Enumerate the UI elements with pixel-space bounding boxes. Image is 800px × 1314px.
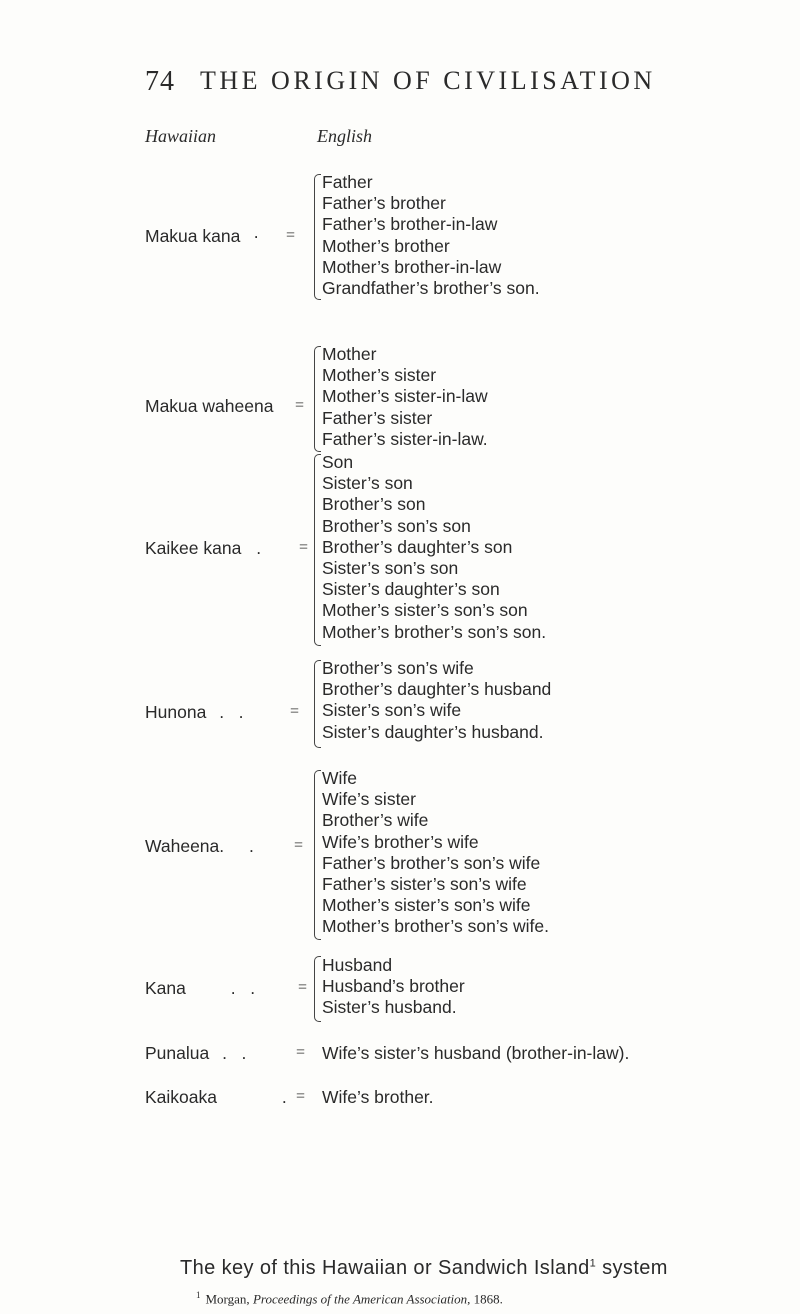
meaning: Mother	[322, 344, 377, 364]
footnote-title: Proceedings of the American Association	[252, 1291, 468, 1307]
hawaiian-term: Punalua	[145, 1043, 210, 1063]
closing-text-end: system	[596, 1257, 668, 1279]
leader-dots: ·	[253, 226, 260, 246]
hawaiian-term: Makua kana	[145, 226, 241, 246]
equals-sign: =	[296, 1044, 306, 1061]
english-meanings	[322, 955, 465, 1019]
column-heading-hawaiian: Hawaiian	[145, 126, 217, 146]
hawaiian-term: Waheena.	[145, 836, 225, 856]
leader-dots: . .	[230, 978, 256, 998]
hawaiian-term: Kana	[145, 978, 186, 998]
meaning: Brother’s wife	[322, 810, 429, 831]
meaning: Brother’s daughter’s husband	[322, 679, 552, 700]
meaning: Sister’s husband.	[322, 997, 457, 1018]
meaning: Mother’s sister	[322, 365, 437, 386]
meaning: Sister’s daughter’s husband.	[322, 721, 544, 742]
meaning: Wife	[322, 768, 357, 788]
meaning: Father’s sister’s son’s wife	[322, 874, 527, 895]
meaning: Wife’s brother.	[322, 1087, 434, 1107]
meaning: Brother’s son’s wife	[322, 658, 474, 678]
meaning: Father’s brother’s son’s wife	[322, 852, 541, 873]
leader-dots: .	[249, 836, 254, 856]
equals-sign: =	[299, 539, 309, 556]
leader-dots: .	[256, 538, 262, 558]
brace	[314, 660, 321, 748]
hawaiian-term: Makua waheena	[145, 396, 274, 416]
meaning: Mother’s brother	[322, 235, 450, 256]
meaning: Mother’s brother’s son’s son.	[322, 621, 547, 642]
equals-sign: =	[296, 1088, 306, 1105]
meaning: Father’s brother	[322, 193, 446, 214]
leader-dots: .	[281, 1087, 287, 1107]
hawaiian-term: Hunona	[145, 702, 207, 722]
hawaiian-term: Kaikee kana	[145, 538, 242, 558]
brace	[314, 454, 321, 646]
brace	[314, 174, 321, 300]
column-heading-english: English	[317, 126, 373, 146]
meaning: Mother’s sister’s son’s son	[322, 600, 528, 621]
meaning: Wife’s sister	[322, 789, 416, 810]
meaning: Son	[322, 452, 354, 472]
meaning: Wife’s brother’s wife	[322, 831, 479, 852]
footnote-mark: 1	[196, 1290, 201, 1300]
english-meanings	[322, 452, 546, 643]
meaning: Mother’s brother’s son’s wife.	[322, 916, 549, 937]
meaning: Sister’s son	[322, 473, 413, 494]
meaning: Brother’s son	[322, 494, 426, 515]
equals-sign: =	[290, 703, 300, 720]
meaning: Father’s brother-in-law	[322, 214, 498, 235]
closing-line	[180, 1257, 668, 1280]
equals-sign: =	[286, 227, 296, 244]
meaning: Sister’s son’s son	[322, 558, 459, 579]
running-title: THE ORIGIN OF CIVILISATION	[200, 66, 656, 95]
meaning: Husband’s brother	[322, 976, 465, 997]
closing-text: The key of this Hawaiian or Sandwich Island	[180, 1257, 590, 1279]
meaning: Sister’s son’s wife	[322, 700, 462, 721]
brace	[314, 956, 321, 1022]
equals-sign: =	[294, 837, 304, 854]
brace	[314, 770, 321, 940]
meaning: Grandfather’s brother’s son.	[322, 278, 540, 299]
meaning: Father’s sister-in-law.	[322, 428, 488, 449]
meaning: Mother’s sister-in-law	[322, 386, 488, 407]
equals-sign: =	[295, 397, 305, 414]
english-meanings	[322, 344, 488, 450]
footnote-reference: 1	[589, 1257, 597, 1270]
english-meanings	[322, 172, 540, 299]
page-number: 74	[145, 66, 175, 97]
english-meanings	[322, 658, 551, 743]
footnote	[196, 1290, 503, 1307]
meaning: Mother’s brother-in-law	[322, 256, 502, 277]
meaning: Mother’s sister’s son’s wife	[322, 895, 531, 916]
hawaiian-term: Kaikoaka	[145, 1087, 217, 1107]
leader-dots: . .	[219, 702, 244, 722]
meaning: Wife’s sister’s husband (brother-in-law).	[322, 1043, 630, 1063]
meaning: Husband	[322, 955, 393, 975]
meaning: Brother’s daughter’s son	[322, 536, 513, 557]
footnote-year: , 1868.	[467, 1291, 503, 1307]
equals-sign: =	[298, 979, 308, 996]
meaning: Brother’s son’s son	[322, 515, 471, 536]
meaning: Father	[322, 172, 373, 192]
leader-dots: . .	[222, 1043, 247, 1063]
footnote-author: Morgan,	[205, 1291, 253, 1307]
meaning: Sister’s daughter’s son	[322, 579, 500, 600]
meaning: Father’s sister	[322, 407, 433, 428]
english-meanings	[322, 768, 549, 938]
brace	[314, 346, 321, 452]
